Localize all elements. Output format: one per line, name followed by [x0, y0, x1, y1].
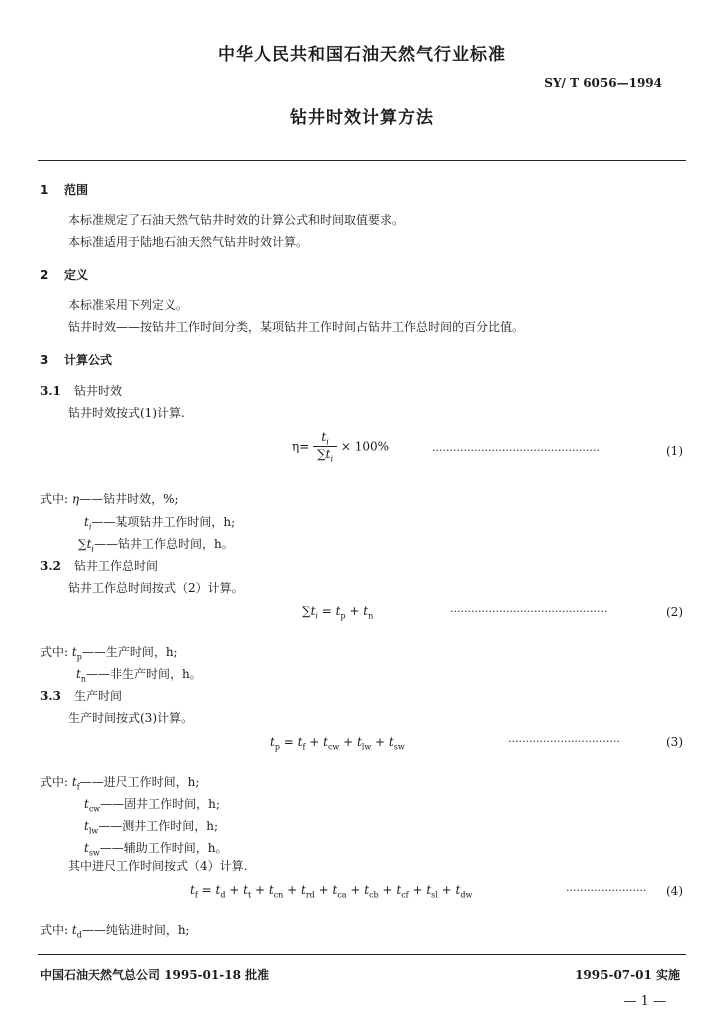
- section-1-heading: 1 范围: [40, 183, 89, 197]
- footer-divider: [38, 954, 686, 955]
- formula-1-def-sum: $\sum t_i——$钻井工作总时间，h。: [78, 537, 234, 554]
- effective-date: 1995-07-01 实施: [575, 968, 680, 982]
- formula-2: $\sum t_i = t_p + t_n$: [302, 604, 374, 621]
- formula-3-def-tsw: $t_{sw}——$辅助工作时间，h。: [84, 841, 228, 858]
- section-3-heading: 3 计算公式: [40, 353, 113, 367]
- formula-3-def-tlw: $t_{lw}——$测井工作时间，h;: [84, 819, 219, 836]
- formula-1-def-ti: $t_i——$某项钻井工作时间，h;: [84, 515, 236, 532]
- formula-2-def-tp: 式中: $t_p——$生产时间，h;: [40, 645, 178, 662]
- formula-1-number: (1): [666, 444, 683, 458]
- subsection-3-2-heading: 3.2 钻井工作总时间: [40, 559, 159, 573]
- subsection-3-2-intro: 钻井工作总时间按式（2）计算。: [68, 581, 244, 595]
- formula-2-leader: ·············································: [450, 605, 608, 618]
- formula-4-intro: 其中进尺工作时间按式（4）计算.: [68, 859, 248, 873]
- formula-3-def-tf: 式中: $t_f——$进尺工作时间，h;: [40, 775, 200, 792]
- formula-1: η= $\frac{t_i}{\sum t_i}$ × 100%: [292, 430, 390, 464]
- formula-3: $t_p = t_f + t_{cw} + t_{lw} + t_{sw}$: [270, 735, 405, 752]
- subsection-3-1-intro: 钻井时效按式(1)计算.: [68, 406, 185, 420]
- formula-4-leader: ·······················: [566, 884, 647, 897]
- document-title: 钻井时效计算方法: [290, 108, 434, 128]
- subsection-3-3-intro: 生产时间按式(3)计算。: [68, 711, 193, 725]
- section-2-line-2: 钻井时效——按钻井工作时间分类，某项钻井工作时间占钻井工作总时间的百分比值。: [68, 320, 525, 334]
- formula-3-number: (3): [666, 735, 683, 749]
- subsection-3-3-heading: 3.3 生产时间: [40, 689, 123, 703]
- approval-line: 中国石油天然气总公司 1995-01-18 批准: [40, 968, 270, 982]
- formula-3-def-tcw: $t_{cw}——$固井工作时间，h;: [84, 797, 220, 814]
- formula-1-definitions: 式中: η——钻井时效，%;: [40, 492, 179, 506]
- formula-3-leader: ································: [508, 735, 620, 748]
- formula-2-number: (2): [666, 605, 683, 619]
- formula-2-def-tn: $t_n——$非生产时间，h。: [76, 667, 202, 684]
- standard-code: SY/ T 6056—1994: [544, 76, 662, 90]
- page-number: — 1 —: [623, 994, 666, 1009]
- formula-1-leader: ················································: [432, 444, 600, 457]
- subsection-3-1-heading: 3.1 钻井时效: [40, 384, 123, 398]
- section-1-line-2: 本标准适用于陆地石油天然气钻井时效计算。: [68, 235, 309, 249]
- section-1-line-1: 本标准规定了石油天然气钻井时效的计算公式和时间取值要求。: [68, 213, 405, 227]
- formula-4: $t_f = t_d + t_t + t_{cn} + t_{rd} + t_{ca} + t_{cb} + t_{cf} + t_{sl} + t_{dw}$: [190, 883, 473, 900]
- header-divider: [38, 160, 686, 161]
- section-2-line-1: 本标准采用下列定义。: [68, 298, 189, 312]
- formula-4-number: (4): [666, 884, 683, 898]
- section-2-heading: 2 定义: [40, 268, 89, 282]
- issuing-organization: 中华人民共和国石油天然气行业标准: [218, 45, 506, 65]
- formula-4-def-td: 式中: $t_d——$纯钻进时间，h;: [40, 923, 190, 940]
